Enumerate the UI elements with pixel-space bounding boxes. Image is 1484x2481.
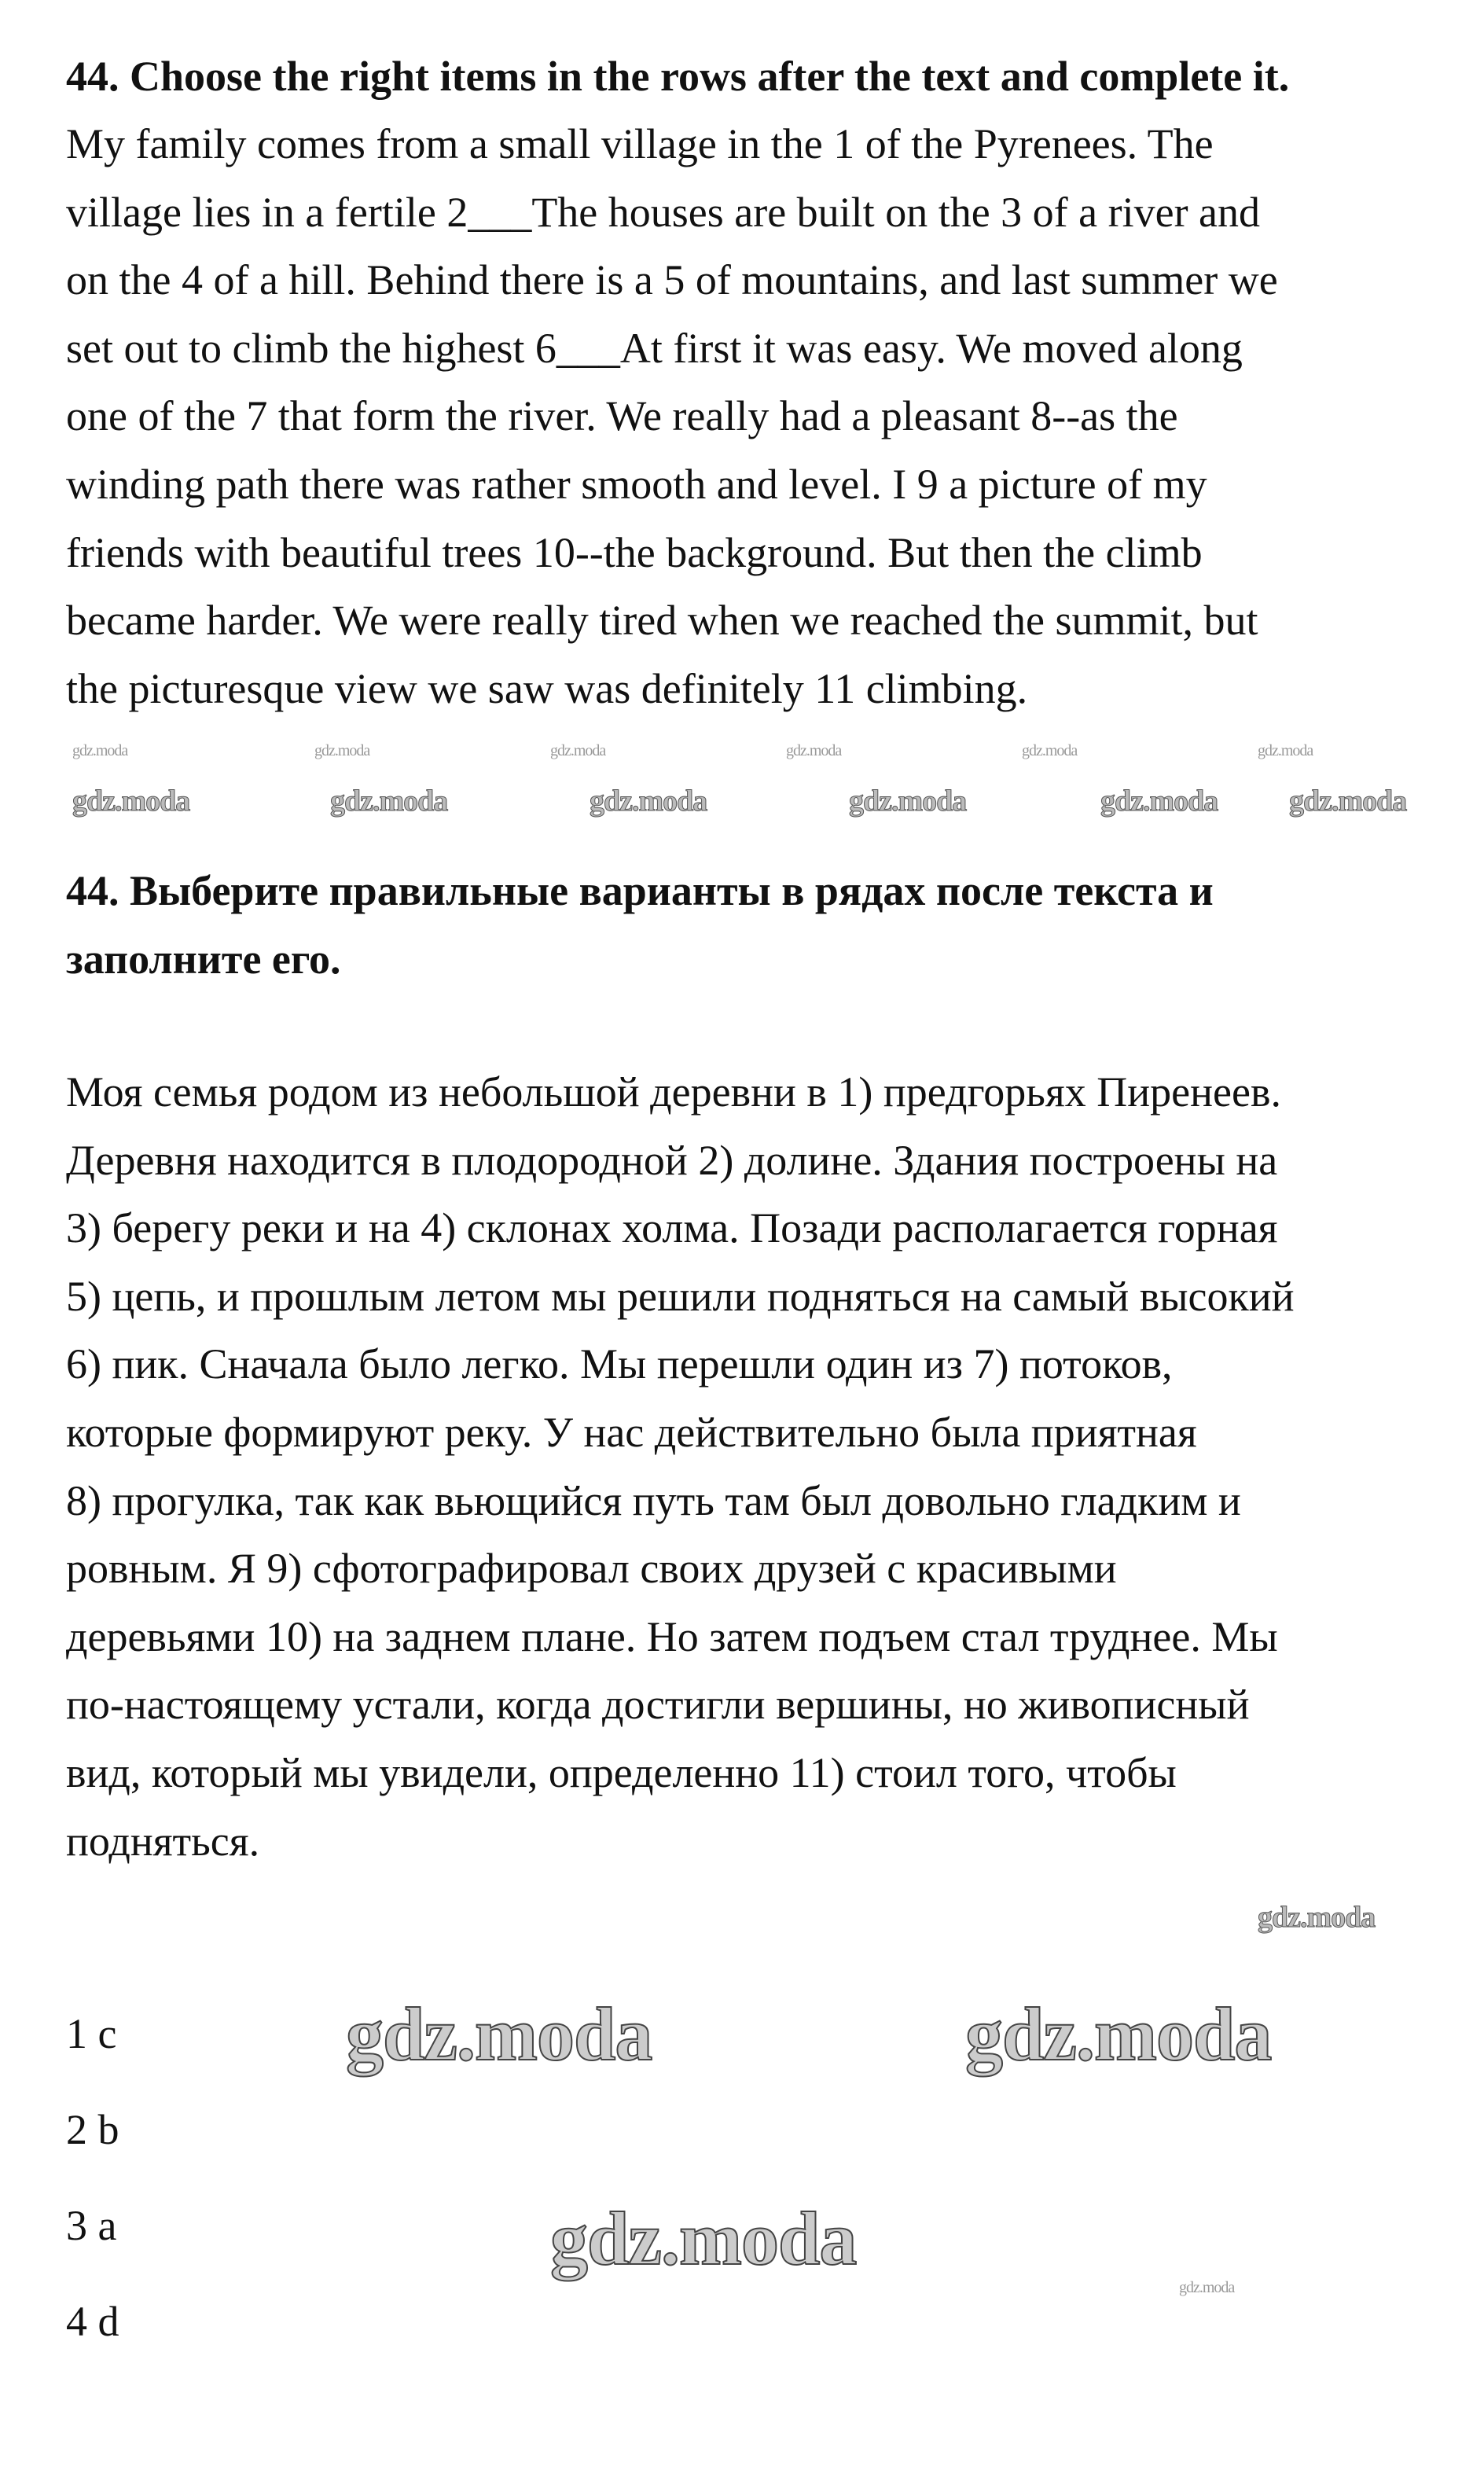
watermark: gdz.moda: [1179, 2279, 1235, 2296]
text-line: set out to climb the highest 6___At first it was easy. We moved along: [66, 324, 1243, 372]
watermark: gdz.moda: [314, 742, 370, 759]
text-line: friends with beautiful trees 10--the background. But then the climb: [66, 528, 1203, 576]
watermark: gdz.moda: [330, 785, 448, 818]
text-line: 5) цепь, и прошлым летом мы решили подняться на самый высокий: [66, 1272, 1295, 1320]
answer-item: 4 d: [66, 2298, 119, 2345]
exercise-title-en: [66, 42, 1289, 111]
text-line: деревьями 10) на заднем плане. Но затем подъем стал труднее. Мы: [66, 1612, 1278, 1660]
exercise-text-ru: [66, 1058, 1295, 1875]
text-line: ровным. Я 9) сфотографировал своих друзей с красивыми: [66, 1545, 1117, 1593]
watermark: gdz.moda: [1100, 785, 1218, 818]
watermark: gdz.moda: [346, 1992, 652, 2076]
text-line: My family comes from a small village in the 1 of the Pyrenees. The: [66, 120, 1214, 167]
watermark: gdz.moda: [849, 785, 967, 818]
text-line: вид, который мы увидели, определенно 11) стоил того, чтобы: [66, 1748, 1177, 1796]
answer-item: 1 c: [66, 2010, 117, 2057]
title-line: заполните его.: [66, 935, 341, 983]
watermark: gdz.moda: [965, 1992, 1272, 2076]
text-line: 6) пик. Сначала было легко. Мы перешли один из 7) потоков,: [66, 1340, 1173, 1388]
exercise-title-ru: [66, 857, 1214, 993]
title-line: 44. Выберите правильные варианты в рядах после текста и: [66, 867, 1214, 914]
watermark: gdz.moda: [550, 2196, 857, 2281]
text-line: 3) берегу реки и на 4) склонах холма. Позади располагается горная: [66, 1204, 1278, 1252]
text-line: village lies in a fertile 2___The houses are built on the 3 of a river and: [66, 188, 1261, 236]
text-line: по-настоящему устали, когда достигли вершины, но живописный: [66, 1681, 1250, 1729]
answer-item: 3 a: [66, 2202, 117, 2249]
text-line: 8) прогулка, так как вьющийся путь там был довольно гладким и: [66, 1476, 1241, 1524]
answer-item: 2 b: [66, 2106, 119, 2153]
text-line: которые формируют реку. У нас действительно была приятная: [66, 1408, 1197, 1456]
text-line: winding path there was rather smooth and level. I 9 a picture of my: [66, 460, 1207, 508]
watermark: gdz.moda: [1022, 742, 1078, 759]
text-line: подняться.: [66, 1817, 260, 1865]
watermark: gdz.moda: [1258, 742, 1313, 759]
watermark: gdz.moda: [590, 785, 707, 818]
answers-list: [66, 1986, 119, 2369]
watermark: gdz.moda: [72, 742, 128, 759]
title-line: 44. Choose the right items in the rows after the text and complete it.: [66, 53, 1290, 100]
watermark: gdz.moda: [550, 742, 606, 759]
text-line: became harder. We were really tired when we reached the summit, but: [66, 597, 1258, 645]
watermark: gdz.moda: [72, 785, 190, 818]
text-line: the picturesque view we saw was definitely 11 climbing.: [66, 664, 1028, 712]
text-line: Деревня находится в плодородной 2) долине. Здания построены на: [66, 1136, 1278, 1184]
text-line: one of the 7 that form the river. We really had a pleasant 8--as the: [66, 392, 1178, 440]
watermark: gdz.moda: [1258, 1901, 1376, 1934]
watermark: gdz.moda: [1289, 785, 1407, 818]
exercise-text-en: [66, 110, 1278, 722]
watermark: gdz.moda: [786, 742, 842, 759]
text-line: Моя семья родом из небольшой деревни в 1) предгорьях Пиренеев.: [66, 1068, 1281, 1116]
text-line: on the 4 of a hill. Behind there is a 5 of mountains, and last summer we: [66, 256, 1278, 304]
